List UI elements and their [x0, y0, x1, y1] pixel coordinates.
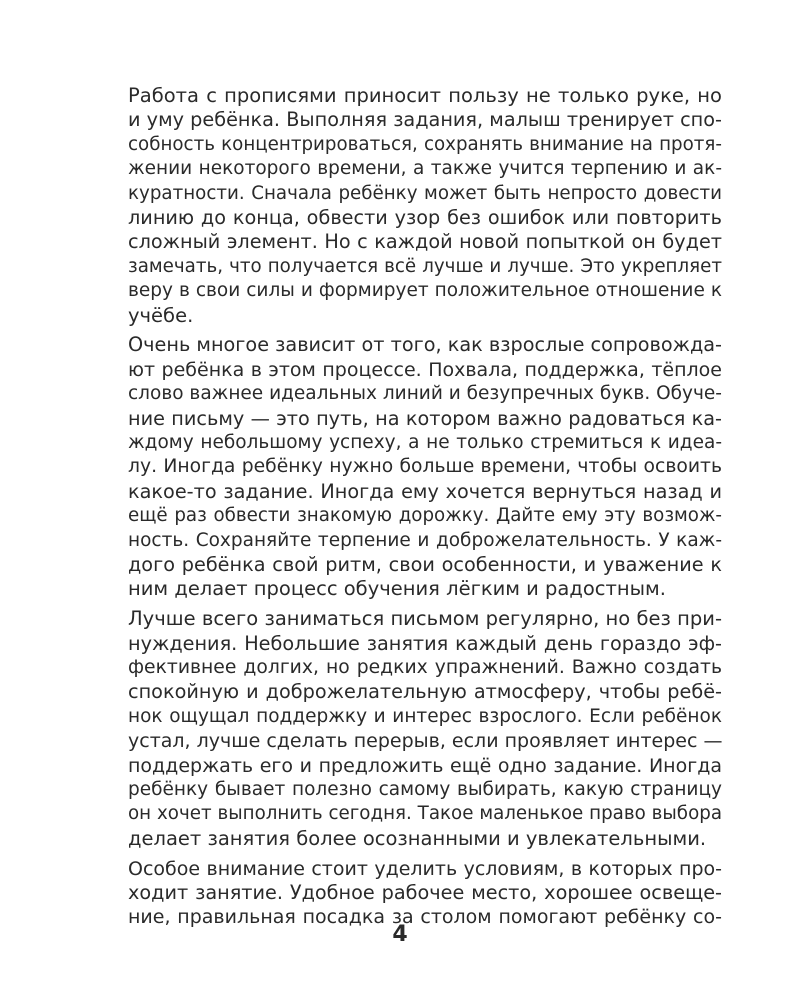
text-line: поддержать его и предложить ещё одно задание. Иногда: [128, 754, 722, 777]
page-number: 4: [392, 922, 408, 947]
paragraph-1: [128, 84, 722, 328]
text-line: он хочет выполнить сегодня. Такое маленькое право выбора: [128, 803, 722, 825]
text-line: ним делает процесс обучения лёгким и радостным.: [128, 577, 666, 601]
text-line: собность концентрироваться, сохранять внимание на протя-: [128, 133, 722, 155]
text-line: жении некоторого времени, а также учится терпению и ак-: [128, 158, 722, 180]
text-line: нуждения. Небольшие занятия каждый день гораздо эф-: [128, 631, 722, 655]
text-line: веру в свои силы и формирует положительное отношение к: [128, 280, 722, 302]
text-line: лу. Иногда ребёнку нужно больше времени, чтобы освоить: [128, 456, 722, 478]
text-line: ещё раз обвести знакомую дорожку. Дайте ему эту возмож-: [128, 505, 722, 527]
paragraph-4: [128, 857, 722, 930]
text-line: ние письму — это путь, на котором важно радоваться ка-: [128, 406, 722, 430]
paragraph-2: [128, 333, 722, 601]
text-line: ность. Сохраняйте терпение и доброжелательность. У каж-: [128, 529, 722, 551]
text-line: Очень многое зависит от того, как взрослые сопровожда-: [128, 333, 722, 357]
text-line: нок ощущал поддержку и интерес взрослого. Если ребёнок: [128, 705, 722, 727]
text-line: слово важнее идеальных линий и безупречных букв. Обуче-: [128, 383, 722, 405]
paragraph-3: [128, 607, 722, 851]
text-line: сложный элемент. Но с каждой новой попыткой он будет: [128, 230, 722, 254]
text-line: и уму ребёнка. Выполняя задания, малыш тренирует спо-: [128, 108, 722, 132]
text-line: устал, лучше сделать перерыв, если проявляет интерес —: [128, 730, 723, 753]
text-line: ние, правильная посадка за столом помогают ребёнку со-: [128, 906, 722, 929]
text-line: Лучше всего заниматься письмом регулярно, но без при-: [128, 607, 722, 631]
text-line: ют ребёнка в этом процессе. Похвала, поддержка, тёплое: [128, 358, 722, 381]
text-line: делает занятия более осознанными и увлекательными.: [128, 826, 707, 850]
text-line: замечать, что получается всё лучше и лучше. Это укрепляет: [128, 255, 722, 277]
text-line: учёбе.: [128, 303, 194, 327]
page-body: [128, 84, 722, 935]
text-line: ждому небольшому успеху, а не только стремиться к идеа-: [128, 431, 722, 453]
text-line: Работа с прописями приносит пользу не только руке, но: [128, 84, 722, 107]
text-line: линию до конца, обвести узор без ошибок или повторить: [128, 205, 722, 229]
text-line: какое-то задание. Иногда ему хочется вернуться назад и: [128, 479, 722, 503]
text-line: ребёнку бывает полезно самому выбирать, какую страницу: [128, 778, 722, 800]
text-line: ходит занятие. Удобное рабочее место, хорошее освеще-: [128, 881, 722, 904]
text-line: куратности. Сначала ребёнку может быть непросто довести: [128, 182, 722, 204]
text-line: дого ребёнка свой ритм, свои особенности, и уважение к: [128, 552, 722, 576]
text-line: спокойную и доброжелательную атмосферу, чтобы ребё-: [128, 680, 722, 704]
text-line: Особое внимание стоит уделить условиям, в которых про-: [128, 857, 722, 880]
text-line: фективнее долгих, но редких упражнений. Важно создать: [128, 656, 722, 678]
